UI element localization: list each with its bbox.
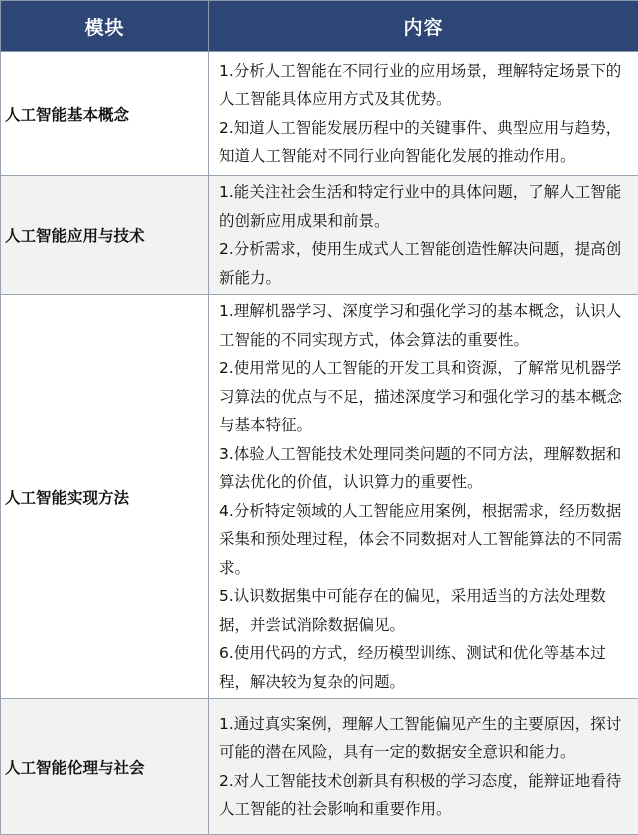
- table-row: [1, 176, 638, 295]
- content-item: 4.分析特定领域的人工智能应用案例，根据需求，经历数据采集和预处理过程，体会不同数据对人工智能算法的不同需求。: [219, 497, 634, 583]
- module-content: [209, 176, 638, 295]
- module-content: [209, 699, 638, 835]
- module-content: [209, 295, 638, 699]
- module-content: [209, 52, 638, 176]
- content-item: 2.对人工智能技术创新具有积极的学习态度，能辩证地看待人工智能的社会影响和重要作用。: [219, 767, 634, 824]
- content-item: 2.分析需求，使用生成式人工智能创造性解决问题，提高创新能力。: [219, 235, 634, 292]
- content-item: 2.使用常见的人工智能的开发工具和资源，了解常见机器学习算法的优点与不足，描述深度学习和强化学习的基本概念与基本特征。: [219, 354, 634, 440]
- module-name: 人工智能基本概念: [1, 52, 209, 176]
- content-item: 1.理解机器学习、深度学习和强化学习的基本概念，认识人工智能的不同实现方式，体会算法的重要性。: [219, 297, 634, 354]
- content-item: 5.认识数据集中可能存在的偏见，采用适当的方法处理数据，并尝试消除数据偏见。: [219, 582, 634, 639]
- content-item: 3.体验人工智能技术处理同类问题的不同方法，理解数据和算法优化的价值，认识算力的重要性。: [219, 440, 634, 497]
- header-content: 内容: [209, 1, 638, 52]
- content-item: 6.使用代码的方式，经历模型训练、测试和优化等基本过程，解决较为复杂的问题。: [219, 639, 634, 696]
- content-item: 2.知道人工智能发展历程中的关键事件、典型应用与趋势，知道人工智能对不同行业向智能化发展的推动作用。: [219, 114, 634, 171]
- table-row: [1, 699, 638, 835]
- header-module: 模块: [1, 1, 209, 52]
- table-header-row: [1, 1, 638, 52]
- table-row: [1, 295, 638, 699]
- module-name: 人工智能应用与技术: [1, 176, 209, 295]
- content-item: 1.分析人工智能在不同行业的应用场景，理解特定场景下的人工智能具体应用方式及其优势。: [219, 57, 634, 114]
- content-item: 1.通过真实案例，理解人工智能偏见产生的主要原因，探讨可能的潜在风险，具有一定的数据安全意识和能力。: [219, 710, 634, 767]
- table-row: [1, 52, 638, 176]
- content-item: 1.能关注社会生活和特定行业中的具体问题，了解人工智能的创新应用成果和前景。: [219, 178, 634, 235]
- module-name: 人工智能伦理与社会: [1, 699, 209, 835]
- module-name: 人工智能实现方法: [1, 295, 209, 699]
